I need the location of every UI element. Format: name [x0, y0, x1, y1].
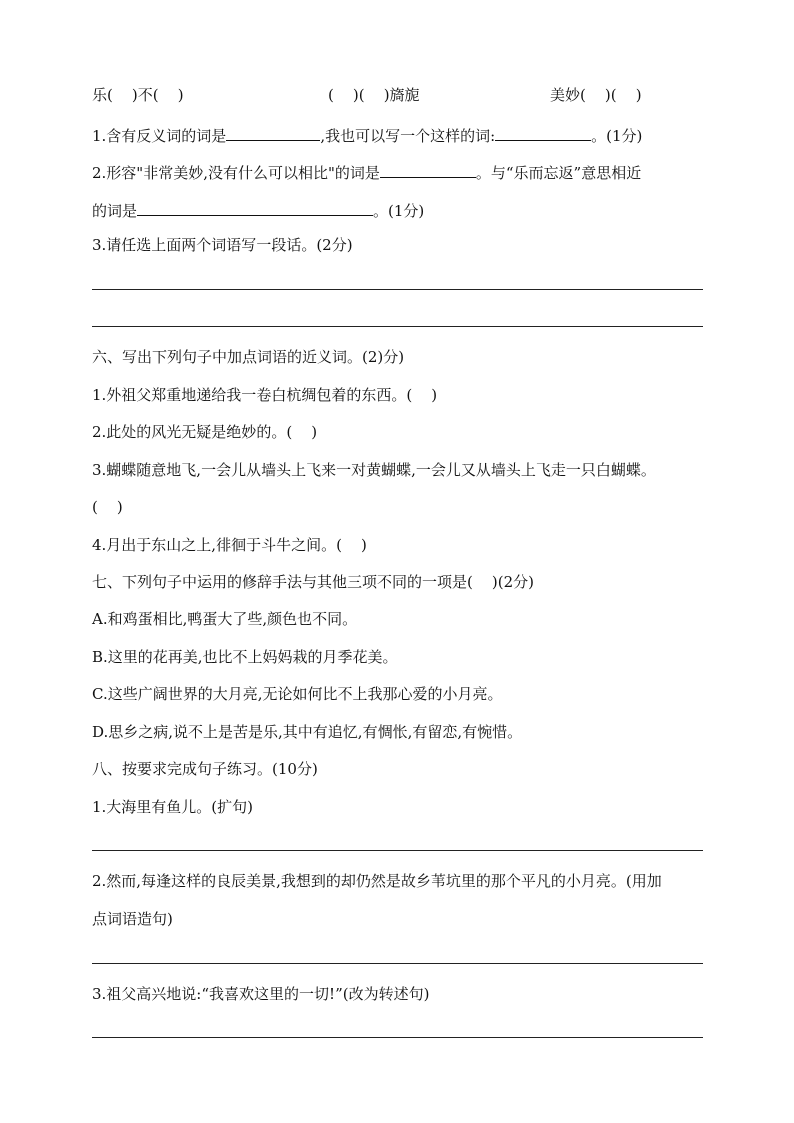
- q8-2-line2: 点词语造句): [92, 910, 173, 928]
- section-8-heading: 八、按要求完成句子练习。(10分): [92, 760, 318, 778]
- q5-2-text-a: 2.形容"非常美妙,没有什么可以相比"的词是: [92, 164, 380, 182]
- q6-3: 3.蝴蝶随意地飞,一会儿从墙头上飞来一对黄蝴蝶,一会儿又从墙头上飞走一只白蝴蝶。: [92, 461, 656, 479]
- option-d: D.思乡之病,说不上是苦是乐,其中有追忆,有惆怅,有留恋,有惋惜。: [92, 723, 523, 741]
- option-c: C.这些广阔世界的大月亮,无论如何比不上我那心爱的小月亮。: [92, 685, 503, 703]
- answer-blank-own-word[interactable]: [495, 123, 591, 141]
- q5-2-text-c: 的词是: [92, 202, 138, 220]
- option-b: B.这里的花再美,也比不上妈妈栽的月季花美。: [92, 648, 398, 666]
- q6-4: 4.月出于东山之上,徘徊于斗牛之间。( ): [92, 536, 367, 554]
- q5-2-cont: [92, 198, 424, 221]
- section-7-heading: 七、下列句子中运用的修辞手法与其他三项不同的一项是( )(2分): [92, 573, 535, 591]
- fill-word-le: 乐( )不( ): [92, 86, 184, 104]
- q5-1: [92, 123, 642, 146]
- q5-1-text-a: 1.含有反义词的词是: [92, 127, 227, 145]
- fill-word-meimiao: 美妙( )( ): [550, 86, 642, 104]
- q5-2: [92, 160, 641, 183]
- q6-1: 1.外祖父郑重地递给我一卷白杭绸包着的东西。( ): [92, 386, 438, 404]
- q5-1-text-c: 。(1分): [591, 127, 643, 145]
- q5-2-text-b: 。与“乐而忘返”意思相近: [475, 164, 642, 182]
- option-a: A.和鸡蛋相比,鸭蛋大了些,颜色也不同。: [92, 610, 358, 628]
- answer-line-q8-1[interactable]: [92, 850, 703, 851]
- answer-blank-antonym[interactable]: [226, 123, 320, 141]
- top-fill-line: [92, 85, 703, 105]
- q8-1: 1.大海里有鱼儿。(扩句): [92, 798, 254, 816]
- section-6-heading: 六、写出下列句子中加点词语的近义词。(2)分): [92, 348, 405, 366]
- answer-line-q5-3-1[interactable]: [92, 289, 703, 290]
- answer-line-q8-3[interactable]: [92, 1037, 703, 1038]
- fill-word-yini: ( )( )旖旎: [328, 86, 420, 104]
- q8-3: 3.祖父高兴地说:“我喜欢这里的一切!”(改为转述句): [92, 985, 430, 1003]
- answer-blank-describe[interactable]: [380, 160, 476, 178]
- answer-blank-synonym[interactable]: [137, 198, 373, 216]
- q5-3: 3.请任选上面两个词语写一段话。(2分): [92, 236, 353, 254]
- q5-2-text-d: 。(1分): [373, 202, 425, 220]
- answer-line-q5-3-2[interactable]: [92, 326, 703, 327]
- answer-line-q8-2[interactable]: [92, 963, 703, 964]
- q6-2: 2.此处的风光无疑是绝妙的。( ): [92, 423, 318, 441]
- q5-1-text-b: ,我也可以写一个这样的词:: [320, 127, 496, 145]
- q8-2-line1: 2.然而,每逢这样的良辰美景,我想到的却仍然是故乡苇坑里的那个平凡的小月亮。(用加: [92, 872, 662, 890]
- q6-3-paren: ( ): [92, 498, 123, 516]
